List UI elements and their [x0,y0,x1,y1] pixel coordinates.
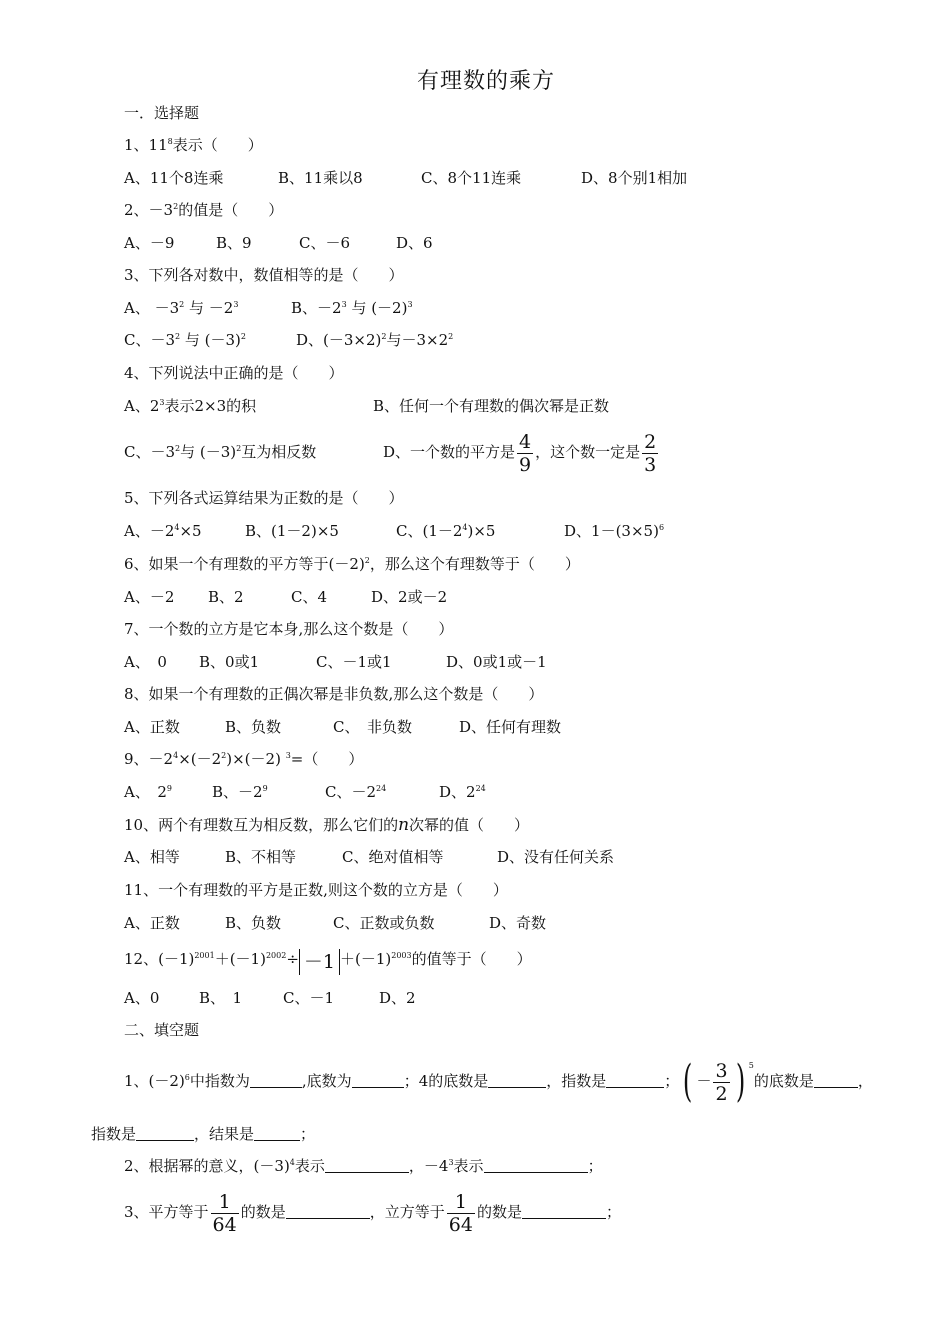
f2-text-2: 表示 [294,1157,325,1175]
f2-exp-1: 4 [289,1158,295,1167]
f1-text-2: 中指数为 [189,1072,250,1090]
q3b-exp-2: 3 [407,300,413,309]
q3-option-d [296,330,453,350]
f1-fraction [713,1060,729,1105]
q1-option-b: B、11乘以8 [278,169,363,187]
f3-frac1-denominator: 64 [212,1213,237,1236]
q4-option-b: B、任何一个有理数的偶次幂是正数 [373,397,610,415]
q5-option-b: B、(1－2)×5 [245,522,339,540]
q4c-text-3: 互为相反数 [241,443,317,461]
q12-text-1: 12、(－1) [124,950,195,968]
fill-1 [124,1058,873,1105]
q9b-exp: 9 [262,784,268,793]
q10-option-d: D、没有任何关系 [497,848,615,866]
q5c-exp: 4 [462,523,468,532]
q7-option-c: C、－1或1 [316,653,392,671]
f2-text-1: 2、根据幂的意义，(－3) [124,1157,290,1175]
f1-exp-1: 6 [184,1073,190,1082]
q2-text-b: 的值是（ ） [178,201,284,219]
q6-option-a: A、－2 [124,588,175,606]
f2-exp-2: 3 [448,1158,454,1167]
q12-text-5: 的值等于（ ） [411,950,532,968]
q9-option-d [439,782,486,802]
f2-blank-1[interactable] [325,1156,409,1173]
question-11: 11、一个有理数的平方是正数,则这个数的立方是（ ） [124,881,508,899]
question-9 [124,749,363,769]
f2-text-5: ； [587,1157,603,1175]
f1-left-paren: ( [683,1056,693,1107]
question-12 [124,945,532,975]
q9d-text: D、2 [439,783,476,801]
q5a-text-2: ×5 [179,522,202,540]
question-1 [124,135,263,155]
q7-option-a: A、 0 [124,653,167,671]
q3b-exp-1: 3 [341,300,347,309]
q7-option-b: B、0或1 [199,653,260,671]
question-4: 4、下列说法中正确的是（ ） [124,364,344,382]
q4d-fraction-2 [642,431,658,476]
q1-exponent: 8 [167,137,173,146]
q11-option-a: A、正数 [124,914,180,932]
q5c-text-1: C、(1－2 [396,522,463,540]
f2-blank-2[interactable] [484,1156,588,1173]
f1-blank-3[interactable] [488,1071,546,1088]
q11-option-b: B、负数 [225,914,282,932]
q9c-exp: 24 [376,784,387,793]
q9-exp-2: 2 [221,751,227,760]
q4d-frac1-numerator: 4 [519,430,532,453]
f1-right-paren: ) [735,1056,745,1107]
q5a-exp: 4 [174,523,180,532]
f1-text-6: ； [664,1072,680,1090]
f1-text-4: ；4的底数是 [403,1072,489,1090]
q8-option-d: D、任何有理数 [459,718,562,736]
q3a-text-2: 与 －2 [184,299,234,317]
q6-option-d: D、2或－2 [371,588,448,606]
q3b-text-1: B、－2 [291,299,342,317]
q3d-text-2: 与－3×2 [386,331,449,349]
f2-text-4: 表示 [453,1157,484,1175]
q3-option-a [124,298,238,318]
f3-blank-2[interactable] [522,1202,606,1219]
q8-option-b: B、负数 [225,718,282,736]
q3a-exp-2: 3 [233,300,239,309]
q11-option-d: D、奇数 [489,914,547,932]
q10-option-b: B、不相等 [225,848,297,866]
f1-blank-4[interactable] [606,1071,664,1088]
f1-text-1: 1、(－2) [124,1072,185,1090]
q5d-text-1: D、1－(3×5) [564,522,659,540]
f1-frac-numerator: 3 [715,1059,728,1082]
q4a-text-2: 表示2×3的积 [164,397,257,415]
q9-option-b [212,782,268,802]
f3-text-1: 3、平方等于 [124,1203,209,1221]
q12-absolute-value: －1 [299,949,340,975]
q6-exponent: 2 [364,556,370,565]
q12-exp-2: 2002 [265,951,287,960]
q2-text-a: 2、－3 [124,201,174,219]
f1-text-10: ，结果是 [194,1125,255,1143]
q4c-text-2: 与 (－3) [180,443,237,461]
f1-blank-6[interactable] [136,1124,194,1141]
q5a-text-1: A、－2 [124,522,175,540]
q9-option-a [124,782,172,802]
q3-option-c [124,330,246,350]
q5d-exp: 6 [658,523,665,532]
f1-frac-denominator: 2 [715,1082,728,1105]
q3c-exp-2: 2 [240,332,247,341]
section-choice-heading: 一．选择题 [124,104,200,122]
f3-text-5: ； [605,1203,621,1221]
question-7: 7、一个数的立方是它本身,那么这个数是（ ） [124,620,454,638]
q12-option-d: D、2 [379,989,416,1007]
q9-option-c [325,782,386,802]
q9c-text: C、－2 [325,783,377,801]
q9a-exp: 9 [166,784,172,793]
f2-text-3: ，－4 [408,1157,449,1175]
f3-fraction-1 [211,1191,239,1236]
f1-frac-sign: － [696,1072,712,1090]
q12-text-4: ＋(－1) [339,950,392,968]
page-title: 有理数的乘方 [416,69,555,94]
q3c-text-1: C、－3 [124,331,176,349]
q3d-exp-1: 2 [381,332,387,341]
q10-option-a: A、相等 [124,848,180,866]
q9-text-2: ×(－2 [178,750,222,768]
section-fill-heading: 二、填空题 [124,1021,200,1039]
q2-exponent: 2 [173,202,179,211]
f3-text-3: ，立方等于 [369,1203,445,1221]
q4-option-c [124,442,316,462]
q12-text-3: ÷ [286,950,299,968]
f1-text-8: ， [857,1072,873,1090]
q1-option-c: C、8个11连乘 [421,169,522,187]
q9a-text: A、 2 [124,783,167,801]
f1-blank-2[interactable] [352,1071,404,1088]
q2-option-c: C、－6 [299,234,351,252]
f1-text-11: ； [300,1125,316,1143]
q10-text-a: 10、两个有理数互为相反数，那么它们的 [124,816,399,834]
f1-text-7: 的底数是 [753,1072,814,1090]
q12-text-2: ＋(－1) [214,950,266,968]
q12-option-c: C、－1 [283,989,335,1007]
q3c-text-2: 与 (－3) [180,331,241,349]
f3-text-2: 的数是 [240,1203,286,1221]
q3d-exp-2: 2 [448,332,454,341]
q9b-text: B、－2 [212,783,263,801]
q2-option-a: A、－9 [124,234,175,252]
q4d-frac2-denominator: 3 [644,453,657,476]
q2-option-d: D、6 [396,234,433,252]
f3-frac2-denominator: 64 [448,1213,473,1236]
q6-option-c: C、4 [291,588,328,606]
q5c-text-2: )×5 [467,522,496,540]
q4c-text-1: C、－3 [124,443,176,461]
q12-exp-3: 2003 [391,951,412,960]
q12-option-b: B、 1 [199,989,243,1007]
q4d-text-1: D、一个数的平方是 [383,443,516,461]
q4d-fraction-1 [517,431,533,476]
q5-option-d [564,521,664,541]
q8-option-a: A、正数 [124,718,180,736]
question-2 [124,200,283,220]
question-5: 5、下列各式运算结果为正数的是（ ） [124,489,404,507]
fill-2 [124,1156,603,1176]
q6-text-b: ，那么这个有理数等于（ ） [369,555,580,573]
q9d-exp: 24 [475,784,486,793]
f3-frac1-numerator: 1 [211,1191,239,1214]
q6-option-b: B、2 [208,588,244,606]
q9-text-3: )×(－2) [226,750,286,768]
q4a-exp: 3 [159,398,165,407]
question-3: 3、下列各对数中，数值相等的是（ ） [124,266,404,284]
question-8: 8、如果一个有理数的正偶次幂是非负数,那么这个数是（ ） [124,685,544,703]
f1-text-9: 指数是 [91,1125,137,1143]
question-10 [124,815,529,835]
q6-text-a: 6、如果一个有理数的平方等于(－2) [124,555,365,573]
q11-option-c: C、正数或负数 [333,914,435,932]
q9-exp-3: 3 [285,751,291,760]
q12-exp-1: 2001 [194,951,215,960]
f1-text-3: ,底数为 [301,1072,352,1090]
fill-3 [124,1186,621,1238]
q3c-exp-1: 2 [175,332,181,341]
f1-blank-1[interactable] [250,1071,302,1088]
f1-blank-7[interactable] [254,1124,300,1141]
q10-variable: n [398,815,410,835]
f1-frac-exponent: 5 [748,1061,754,1070]
q4d-frac1-denominator: 9 [519,453,532,476]
q10-text-b: 次幂的值（ ） [409,816,530,834]
f3-fraction-2 [447,1191,475,1236]
q8-option-c: C、 非负数 [333,718,412,736]
f3-blank-1[interactable] [286,1202,370,1219]
q9-text-4: =（ ） [290,750,364,768]
q7-option-d: D、0或1或－1 [446,653,547,671]
q4c-exp-2: 2 [236,444,242,453]
question-6 [124,554,580,574]
q4a-text-1: A、2 [124,397,160,415]
q3a-exp-1: 2 [179,300,185,309]
q3d-text-1: D、(－3×2) [296,331,382,349]
q1-option-a: A、11个8连乘 [124,169,224,187]
f3-text-4: 的数是 [476,1203,522,1221]
q4d-frac2-numerator: 2 [644,430,657,453]
q9-text-1: 9、－2 [124,750,174,768]
q4d-text-2: ，这个数一定是 [535,443,641,461]
q2-option-b: B、9 [216,234,252,252]
q4-option-a [124,396,256,416]
f1-text-5: ，指数是 [546,1072,607,1090]
q1-text-a: 1、11 [124,136,168,154]
q4c-exp-1: 2 [175,444,181,453]
q4-option-d [383,428,660,476]
q5-option-c [396,521,495,541]
q3-option-b [291,298,413,318]
q10-option-c: C、绝对值相等 [342,848,444,866]
q9-exp-1: 4 [173,751,179,760]
f1-blank-5[interactable] [814,1071,858,1088]
fill-1-line-2 [91,1124,315,1144]
q12-option-a: A、0 [124,989,160,1007]
q1-text-b: 表示（ ） [172,136,263,154]
q5-option-a [124,521,202,541]
q3a-text-1: A、 －3 [124,299,180,317]
q1-option-d: D、8个别1相加 [581,169,688,187]
f3-frac2-numerator: 1 [447,1191,475,1214]
q3b-text-2: 与 (－2) [346,299,408,317]
